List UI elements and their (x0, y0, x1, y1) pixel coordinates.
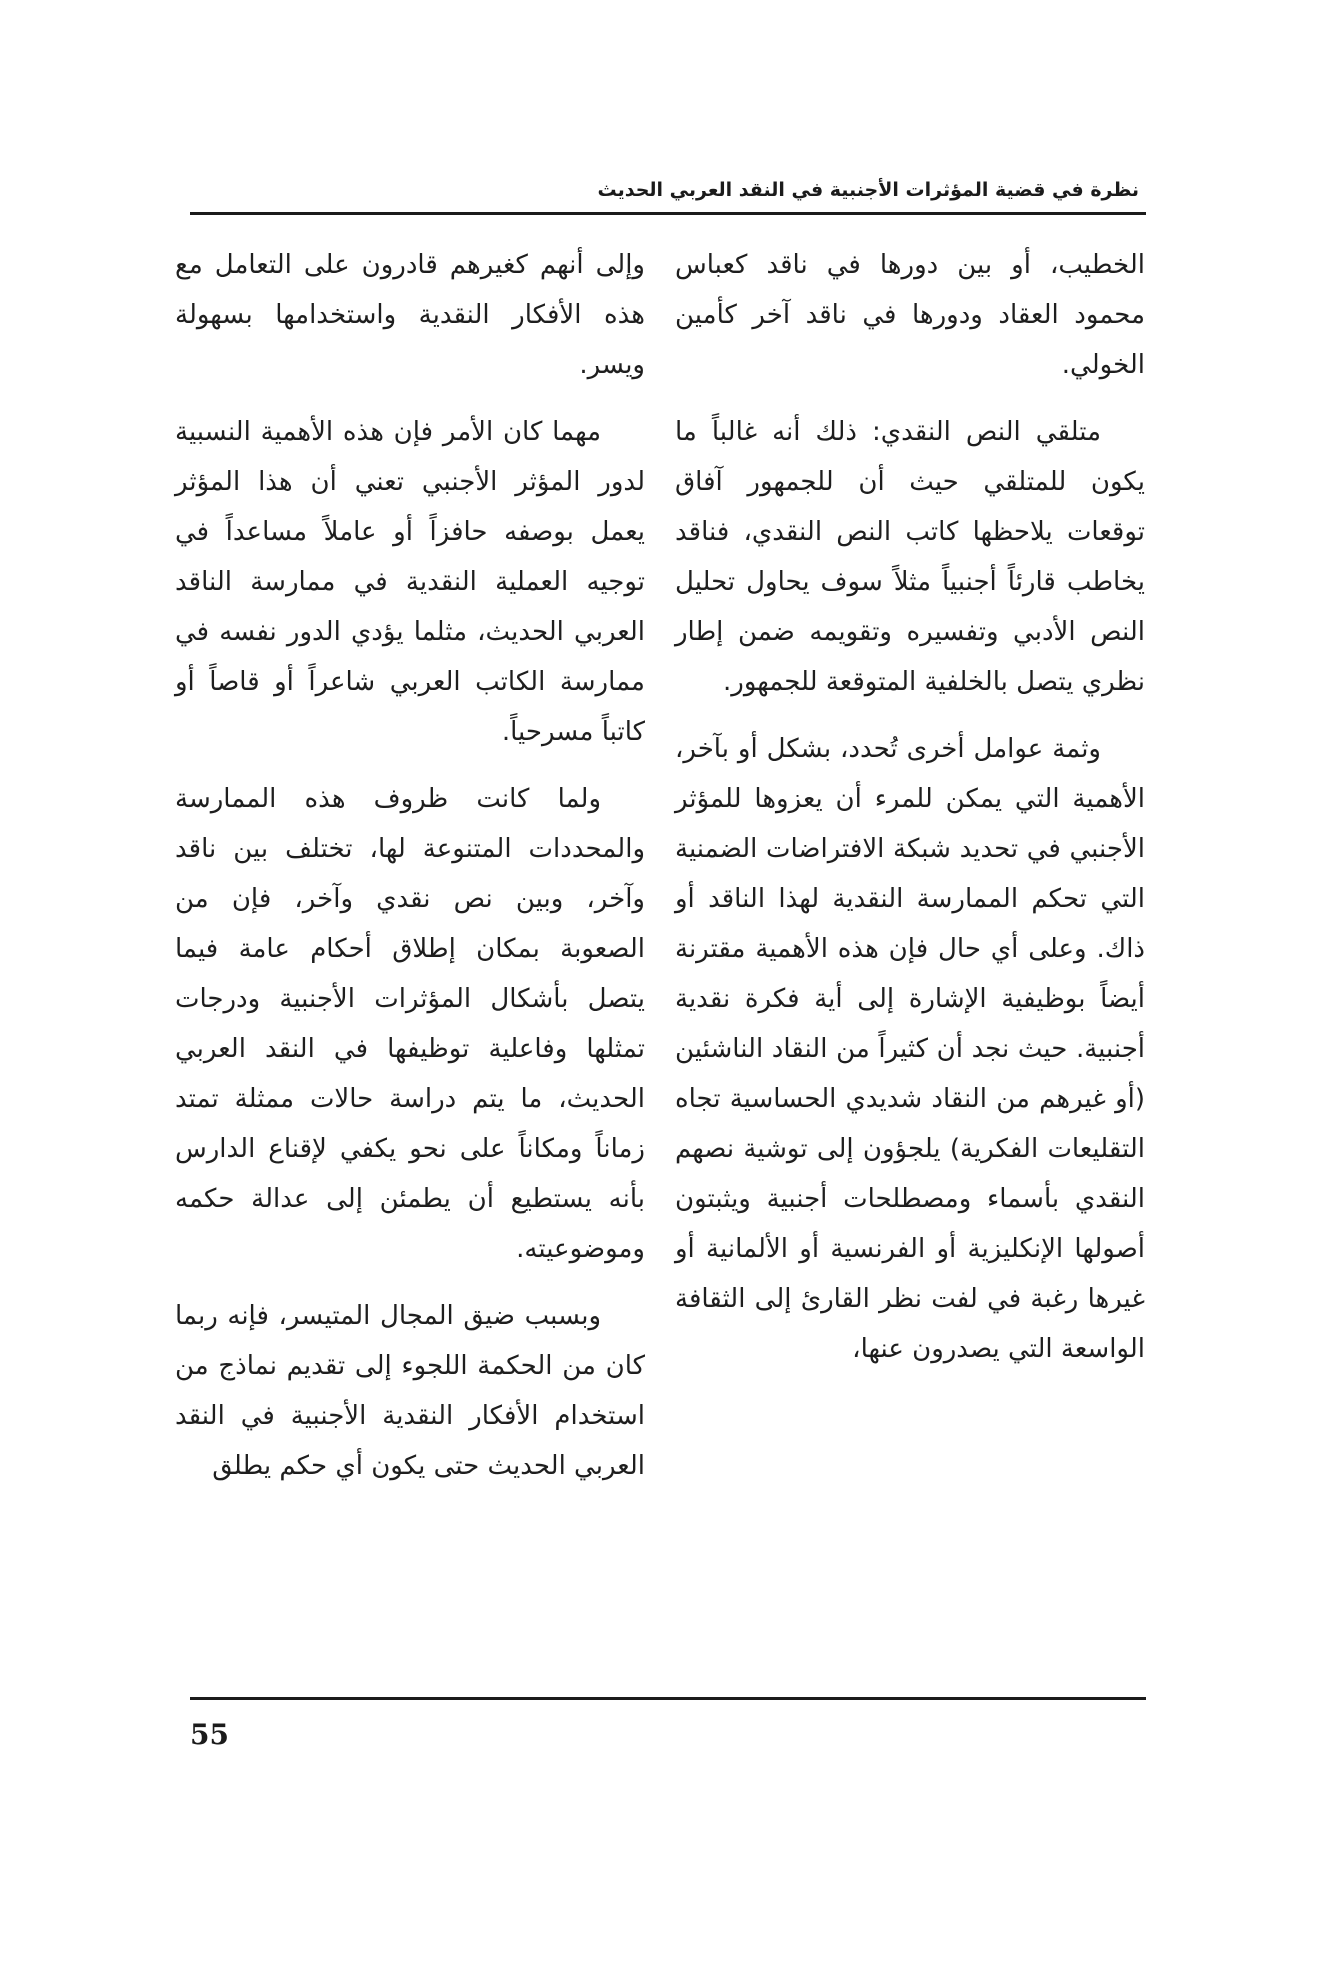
right-column (675, 240, 1145, 1391)
paragraph: ولما كانت ظروف هذه الممارسة والمحددات المتنوعة لها، تختلف بين ناقد وآخر، وبين نص نقدي وآخر، فإن من الصعوبة بمكان إطلاق أحكام عامة فيما يتصل بأشكال المؤثرات الأجنبية ودرجات تمثلها وفاعلية توظيفها في النقد العربي الحديث، ما يتم دراسة حالات ممثلة تمتد زماناً ومكاناً على نحو يكفي لإقناع الدارس بأنه يستطيع أن يطمئن إلى عدالة حكمه وموضوعيته. (175, 784, 645, 1264)
paragraph: متلقي النص النقدي: ذلك أنه غالباً ما يكون للمتلقي حيث أن للجمهور آفاق توقعات يلاحظها كاتب النص النقدي، فناقد يخاطب قارئاً أجنبياً مثلاً سوف يحاول تحليل النص الأدبي وتفسيره وتقويمه ضمن إطار نظري يتصل بالخلفية المتوقعة للجمهور. (675, 417, 1145, 697)
running-header: نظرة في قضية المؤثرات الأجنبية في النقد العربي الحديث (597, 179, 1139, 201)
header-rule (190, 212, 1146, 215)
paragraph: وبسبب ضيق المجال المتيسر، فإنه ربما كان من الحكمة اللجوء إلى تقديم نماذج من استخدام الأفكار النقدية الأجنبية في النقد العربي الحديث حتى يكون أي حكم يطلق (175, 1301, 645, 1481)
paragraph: مهما كان الأمر فإن هذه الأهمية النسبية لدور المؤثر الأجنبي تعني أن هذا المؤثر يعمل بوصفه حافزاً أو عاملاً مساعداً في توجيه العملية النقدية في ممارسة الناقد العربي الحديث، مثلما يؤدي الدور نفسه في ممارسة الكاتب العربي شاعراً أو قاصاً أو كاتباً مسرحياً. (175, 417, 645, 747)
left-column (175, 240, 645, 1508)
footer-rule (190, 1697, 1146, 1700)
paragraph: وثمة عوامل أخرى تُحدد، بشكل أو بآخر، الأهمية التي يمكن للمرء أن يعزوها للمؤثر الأجنبي في تحديد شبكة الافتراضات الضمنية التي تحكم الممارسة النقدية لهذا الناقد أو ذاك. وعلى أي حال فإن هذه الأهمية مقترنة أيضاً بوظيفية الإشارة إلى أية فكرة نقدية أجنبية. حيث نجد أن كثيراً من النقاد الناشئين (أو غيرهم من النقاد شديدي الحساسية تجاه التقليعات الفكرية) يلجؤون إلى توشية نصهم النقدي بأسماء ومصطلحات أجنبية ويثبتون أصولها الإنكليزية أو الفرنسية أو الألمانية أو غيرها رغبة في لفت نظر القارئ إلى الثقافة الواسعة التي يصدرون عنها، (675, 734, 1145, 1364)
page-number: 55 (190, 1718, 229, 1751)
paragraph: وإلى أنهم كغيرهم قادرون على التعامل مع هذه الأفكار النقدية واستخدامها بسهولة ويسر. (175, 250, 645, 380)
paragraph: الخطيب، أو بين دورها في ناقد كعباس محمود العقاد ودورها في ناقد آخر كأمين الخولي. (675, 250, 1145, 380)
